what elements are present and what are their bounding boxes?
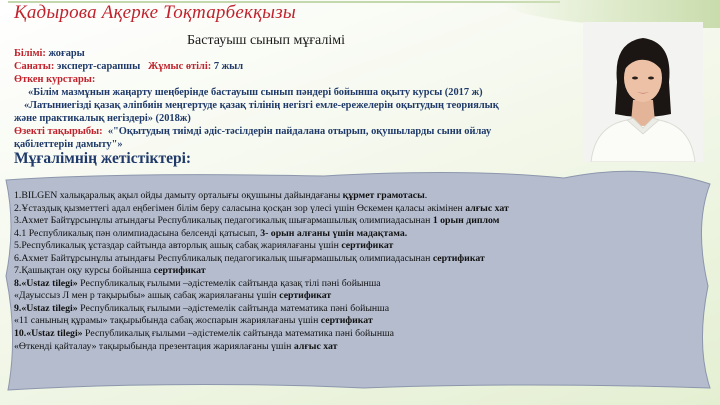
teacher-name: Қадырова Ақерке Тоқтарбекқызы [14,2,296,23]
achievement-item [14,240,704,253]
achievement-text: «Дауыссыз Л мен р тақырыбы» ашық сабақ жариялағаны үшін [14,290,280,302]
achievements-list [14,190,704,353]
teacher-role: Бастауыш сынып мұғалімі [187,33,346,48]
achievement-text: «Өткенді қайталау» тақырыбында презентация жариялағаны үшін [14,340,294,352]
achievement-text: 7.Қашықтан оқу курсы бойынша [14,265,154,277]
achievement-item [14,265,704,278]
achievement-item [14,315,704,328]
achievement-text: 6.Ахмет Байтұрсынұлы атындағы Республикалық педагогикалық шығармашылық олимпиадасынан [14,252,433,264]
achievement-text: 5.Республикалық ұстаздар сайтында авторлық ашық сабақ жариялағаны үшін [14,240,342,252]
achievement-text: Республикалық ғылыми –әдістемелік сайтында математика пәні бойынша [77,302,390,314]
experience-label: Жұмыс өтілі: [147,61,212,72]
achievement-award: сертификат [153,265,206,277]
achievement-item [14,341,704,354]
course-item-2-line1: «Латыниегізді қазақ әліпбиін меңгертуде қазақ тілінің негізгі емле-ережелерін оқытудың теориялық [24,100,499,111]
topic-label: Өзекті тақырыбы: [14,126,103,137]
achievement-lead: 9.«Ustaz tilegi» [14,302,78,314]
achievement-text: 4.1 Республикалық пән олимпиадасына белсенді қатысып, [14,227,261,239]
achievement-award: 3- орын алғаны үшін мадақтама. [260,227,408,239]
courses-label: Өткен курстары: [14,74,96,85]
achievement-item [14,190,704,203]
experience-value: 7 жыл [213,61,244,72]
education-row [14,47,579,60]
portrait-image [583,22,703,162]
info-block [14,47,579,151]
education-value: жоғары [48,48,85,59]
achievement-text: Республикалық ғылыми –әдістемелік сайтында қазақ тілі пәні бойынша [77,277,381,289]
achievement-award: сертификат [320,315,373,327]
achievement-item [14,328,704,341]
category-value: эксперт-сарапшы [56,61,141,72]
achievement-award: 1 орын диплом [432,215,500,227]
achievement-award: сертификат [432,252,485,264]
achievement-text: 3.Ахмет Байтұрсынұлы атындағы Республикалық педагогикалық шығармашылық олимпиадасынан [14,215,433,227]
achievement-item [14,228,704,241]
topic-row [14,125,579,138]
education-label: Білімі: [14,48,46,59]
category-label: Санаты: [14,61,55,72]
achievement-text: 1.BILGEN халықаралық ақыл ойды дамыту орталығы оқушыны дайындағаны [14,190,343,201]
achievement-award: құрмет грамотасы [342,190,425,201]
achievement-award: алғыс хат [465,202,509,214]
achievement-award: сертификат [279,290,332,302]
achievement-item [14,303,704,316]
achievement-item [14,215,704,228]
achievement-tail: . [424,190,428,201]
achievements-title: Мұғалімнің жетістіктері: [14,150,192,167]
course-item-1: «Білім мазмұнын жаңарту шеңберінде бастауыш сынып пәндері бойынша оқыту курсы (2017 ж) [28,87,483,98]
course-item-2-line2: және практикалық негіздері» (2018ж) [14,113,191,124]
achievement-award: алғыс хат [293,340,338,352]
category-row [14,60,579,73]
teacher-photo [583,22,703,162]
achievement-lead: 10.«Ustaz tilegi» [14,328,83,340]
achievement-item [14,253,704,266]
topic-line1: «"Оқытудың тиімді әдіс-тәсілдерін пайдалана отырып, оқушыларды сыни ойлау [107,126,492,137]
achievement-lead: 8.«Ustaz tilegi» [14,277,78,289]
achievement-item [14,278,704,291]
achievement-award: сертификат [341,240,394,252]
achievement-text: «11 санының құрамы» тақырыбында сабақ жоспарын жариялағаны үшін [14,315,321,327]
topic-line2: қабілеттерін дамыту"» [14,139,123,150]
achievement-item [14,290,704,303]
achievement-text: Республикалық ғылыми –әдістемелік сайтында математика пәні бойынша [82,328,394,340]
achievement-item [14,203,704,216]
achievement-text: 2.Ұстаздық қызметтегі адал еңбегімен білім беру саласына қосқан зор үлесі үшін Өскемен қаласы әкімінен [14,202,466,214]
